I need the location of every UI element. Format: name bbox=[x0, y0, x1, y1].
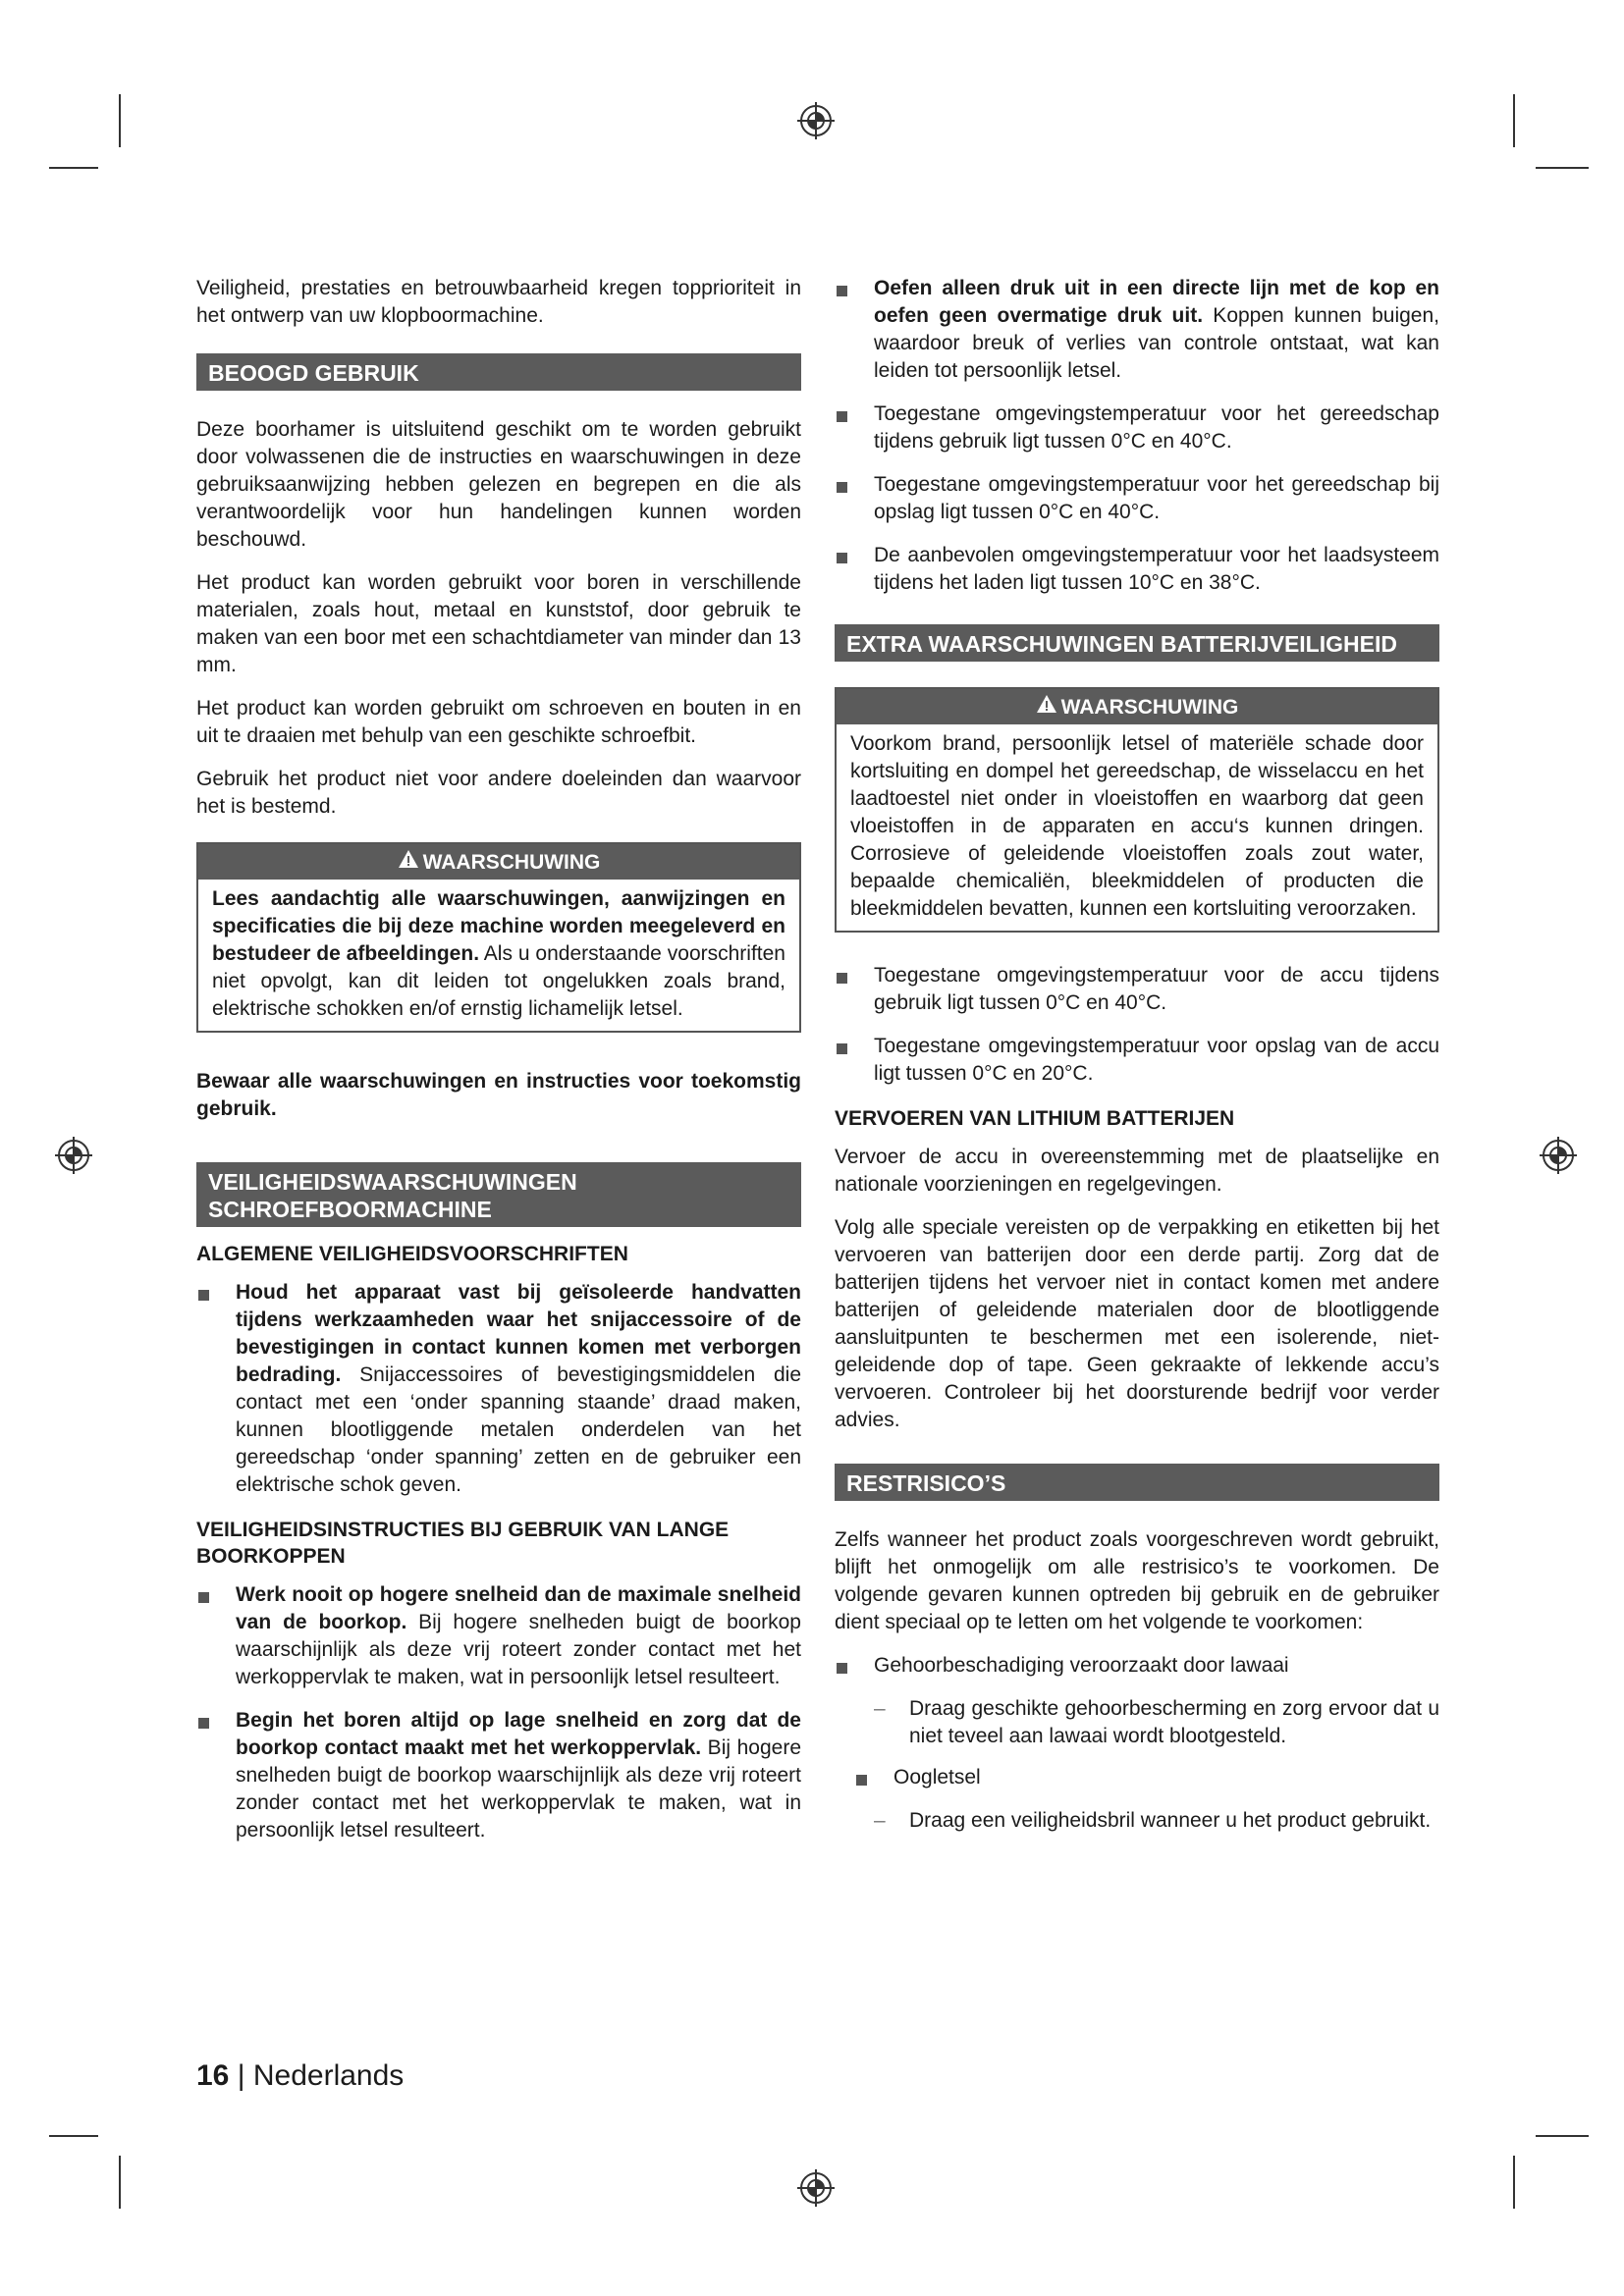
list-item: Begin het boren altijd op lage snelheid en zorg dat de boorkop contact maakt met het werkoppervlak. Bij hogere snelheden buigt de boorkop waarschijnlijk als deze vrij roteert zonder contact met het werkoppervlak te maken, wat in persoonlijk letsel resulteert. bbox=[196, 1707, 801, 1844]
intended-use-p3: Het product kan worden gebruikt om schroeven en bouten in en uit te draaien met behulp van een geschikte schroefbit. bbox=[196, 697, 801, 747]
warning-triangle-icon bbox=[398, 849, 419, 869]
list-item: Toegestane omgevingstemperatuur voor het gereedschap tijdens gebruik ligt tussen 0°C en 40°C. bbox=[835, 400, 1439, 455]
intended-use-p2: Het product kan worden gebruikt voor boren in verschillende materialen, zoals hout, metaal en kunststof, door gebruik te maken van een boor met een schachtdiameter van minder dan 13 mm. bbox=[196, 571, 801, 676]
battery-warning-box bbox=[835, 687, 1439, 933]
warning-box bbox=[196, 842, 801, 1033]
list-item: Werk nooit op hogere snelheid dan de maximale snelheid van de boorkop. Bij hogere snelheden buigt de boorkop waarschijnlijk als deze vrij roteert zonder contact met het werkoppervlak te maken, wat in persoonlijk letsel resulteert. bbox=[196, 1581, 801, 1691]
footer-separator: | bbox=[237, 2059, 245, 2092]
warning-title: WAARSCHUWING bbox=[198, 844, 799, 880]
section-heading-battery: EXTRA WAARSCHUWINGEN BATTERIJVEILIGHEID bbox=[835, 624, 1439, 662]
list-item: Gehoorbeschadiging veroorzaakt door lawaai bbox=[835, 1652, 1439, 1680]
registration-mark-icon bbox=[55, 1137, 92, 1174]
warning-text: Als u onderstaande voorschriften niet opvolgt, kan dit leiden tot ongelukken zoals brand, elektrische schokken en/of ernstig lichamelijk letsel. bbox=[212, 942, 785, 1020]
registration-mark-icon bbox=[797, 102, 835, 139]
crop-mark-bottom-right-h bbox=[1536, 2135, 1589, 2137]
list-item: Toegestane omgevingstemperatuur voor opslag van de accu ligt tussen 0°C en 20°C. bbox=[835, 1033, 1439, 1088]
warning-title: WAARSCHUWING bbox=[837, 689, 1437, 724]
intended-use-p4: Gebruik het product niet voor andere doeleinden dan waarvoor het is bestemd. bbox=[196, 768, 801, 818]
footer-language: Nederlands bbox=[252, 2059, 405, 2092]
registration-mark-icon bbox=[797, 2169, 835, 2207]
intro-paragraph: Veiligheid, prestaties en betrouwbaarheid kregen topprioriteit in het ontwerp van uw klopboormachine. bbox=[196, 277, 801, 327]
page-number: 16 bbox=[196, 2059, 230, 2092]
section-heading-residual-risks: RESTRISICO’S bbox=[835, 1464, 1439, 1501]
keep-instructions: Bewaar alle waarschuwingen en instructies voor toekomstig gebruik. bbox=[196, 1070, 801, 1120]
crop-mark-bottom-right-v bbox=[1513, 2156, 1515, 2209]
list-item: Oogletsel bbox=[854, 1764, 1439, 1791]
crop-mark-bottom-left-h bbox=[49, 2135, 98, 2137]
dash-item: – Draag geschikte gehoorbescherming en zorg ervoor dat u niet teveel aan lawaai wordt blootgesteld. bbox=[874, 1695, 1439, 1750]
list-item: Houd het apparaat vast bij geïsoleerde handvatten tijdens werkzaamheden waar het snijaccessoire of de bevestigingen in contact kunnen komen met verborgen bedrading. Snijaccessoires of bevestigingsmiddelen die contact met een ‘onder spanning staande’ draad maken, kunnen blootliggende metalen onderdelen van het gereedschap ‘onder spanning’ zetten en de gebruiker een elektrische schok geven. bbox=[196, 1279, 801, 1499]
transport-p1: Vervoer de accu in overeenstemming met de plaatselijke en nationale voorzieningen en regelgevingen. bbox=[835, 1146, 1439, 1196]
subheading-long-bits: VEILIGHEIDSINSTRUCTIES BIJ GEBRUIK VAN LANGE BOORKOPPEN bbox=[196, 1519, 730, 1568]
crop-mark-top-right-h bbox=[1536, 167, 1589, 169]
list-item: Toegestane omgevingstemperatuur voor de accu tijdens gebruik ligt tussen 0°C en 40°C. bbox=[835, 962, 1439, 1017]
list-item: De aanbevolen omgevingstemperatuur voor het laadsysteem tijdens het laden ligt tussen 10°C en 38°C. bbox=[835, 542, 1439, 597]
right-column bbox=[835, 275, 1439, 1848]
left-column bbox=[196, 275, 801, 1862]
warning-triangle-icon bbox=[1036, 694, 1057, 714]
transport-p2: Volg alle speciale vereisten op de verpakking en etiketten bij het vervoeren van batterijen door een derde partij. Zorg dat de batterijen tijdens het vervoer niet in contact komen met andere batterijen of geleidende materialen door de blootliggende aansluitpunten te beschermen met een isolerende, niet-geleidende dop of tape. Geen gekraakte of lekkende accu’s vervoeren. Controleer bij het doorsturende bedrijf voor verder advies. bbox=[835, 1216, 1439, 1431]
crop-mark-bottom-left-v bbox=[119, 2156, 121, 2209]
intended-use-p1: Deze boorhamer is uitsluitend geschikt om te worden gebruikt door volwassenen die de instructies en waarschuwingen in deze gebruiksaanwijzing hebben gelezen en begrepen en die als verantwoordelijk voor hun handelingen kunnen worden beschouwd. bbox=[196, 418, 801, 551]
subheading-general: ALGEMENE VEILIGHEIDSVOORSCHRIFTEN bbox=[196, 1243, 628, 1265]
list-item: Oefen alleen druk uit in een directe lijn met de kop en oefen geen overmatige druk uit. Koppen kunnen buigen, waardoor breuk of verlies van controle ontstaat, wat kan leiden tot persoonlijk letsel. bbox=[835, 275, 1439, 385]
list-item: Toegestane omgevingstemperatuur voor het gereedschap bij opslag ligt tussen 0°C en 40°C. bbox=[835, 471, 1439, 526]
crop-mark-top-left-v bbox=[119, 94, 121, 147]
risks-p1: Zelfs wanneer het product zoals voorgeschreven wordt gebruikt, blijft het onmogelijk om alle restrisico’s te voorkomen. De volgende gevaren kunnen optreden bij gebruik en de gebruiker dient speciaal op te letten om het volgende te voorkomen: bbox=[835, 1528, 1439, 1633]
subheading-transport: VERVOEREN VAN LITHIUM BATTERIJEN bbox=[835, 1107, 1235, 1130]
registration-mark-icon bbox=[1540, 1137, 1577, 1174]
dash-item: – Draag een veiligheidsbril wanneer u het product gebruikt. bbox=[874, 1807, 1439, 1835]
battery-warning-text: Voorkom brand, persoonlijk letsel of materiële schade door kortsluiting en dompel het gereedschap, de wisselaccu en het laadtoestel niet onder in vloeistoffen en waarborg dat geen vloeistoffen in de apparaten en accu‘s kunnen dringen. Corrosieve of geleidende vloeistoffen zoals zout water, bepaalde chemicaliën, bleekmiddelen of producten die bleekmiddelen bevatten, kunnen een kortsluiting veroorzaken. bbox=[850, 732, 1424, 920]
section-heading-screwdriver: VEILIGHEIDSWAARSCHUWINGEN SCHROEFBOORMACHINE bbox=[196, 1162, 801, 1227]
page-footer bbox=[196, 2059, 404, 2093]
crop-mark-top-right-v bbox=[1513, 94, 1515, 147]
warning-bold-text: Lees aandachtig alle waarschuwingen, aanwijzingen en specificaties die bij deze machine worden meegeleverd en bestudeer de afbeeldingen. bbox=[212, 887, 785, 965]
crop-mark-top-left-h bbox=[49, 167, 98, 169]
section-heading-intended-use: BEOOGD GEBRUIK bbox=[196, 353, 801, 391]
